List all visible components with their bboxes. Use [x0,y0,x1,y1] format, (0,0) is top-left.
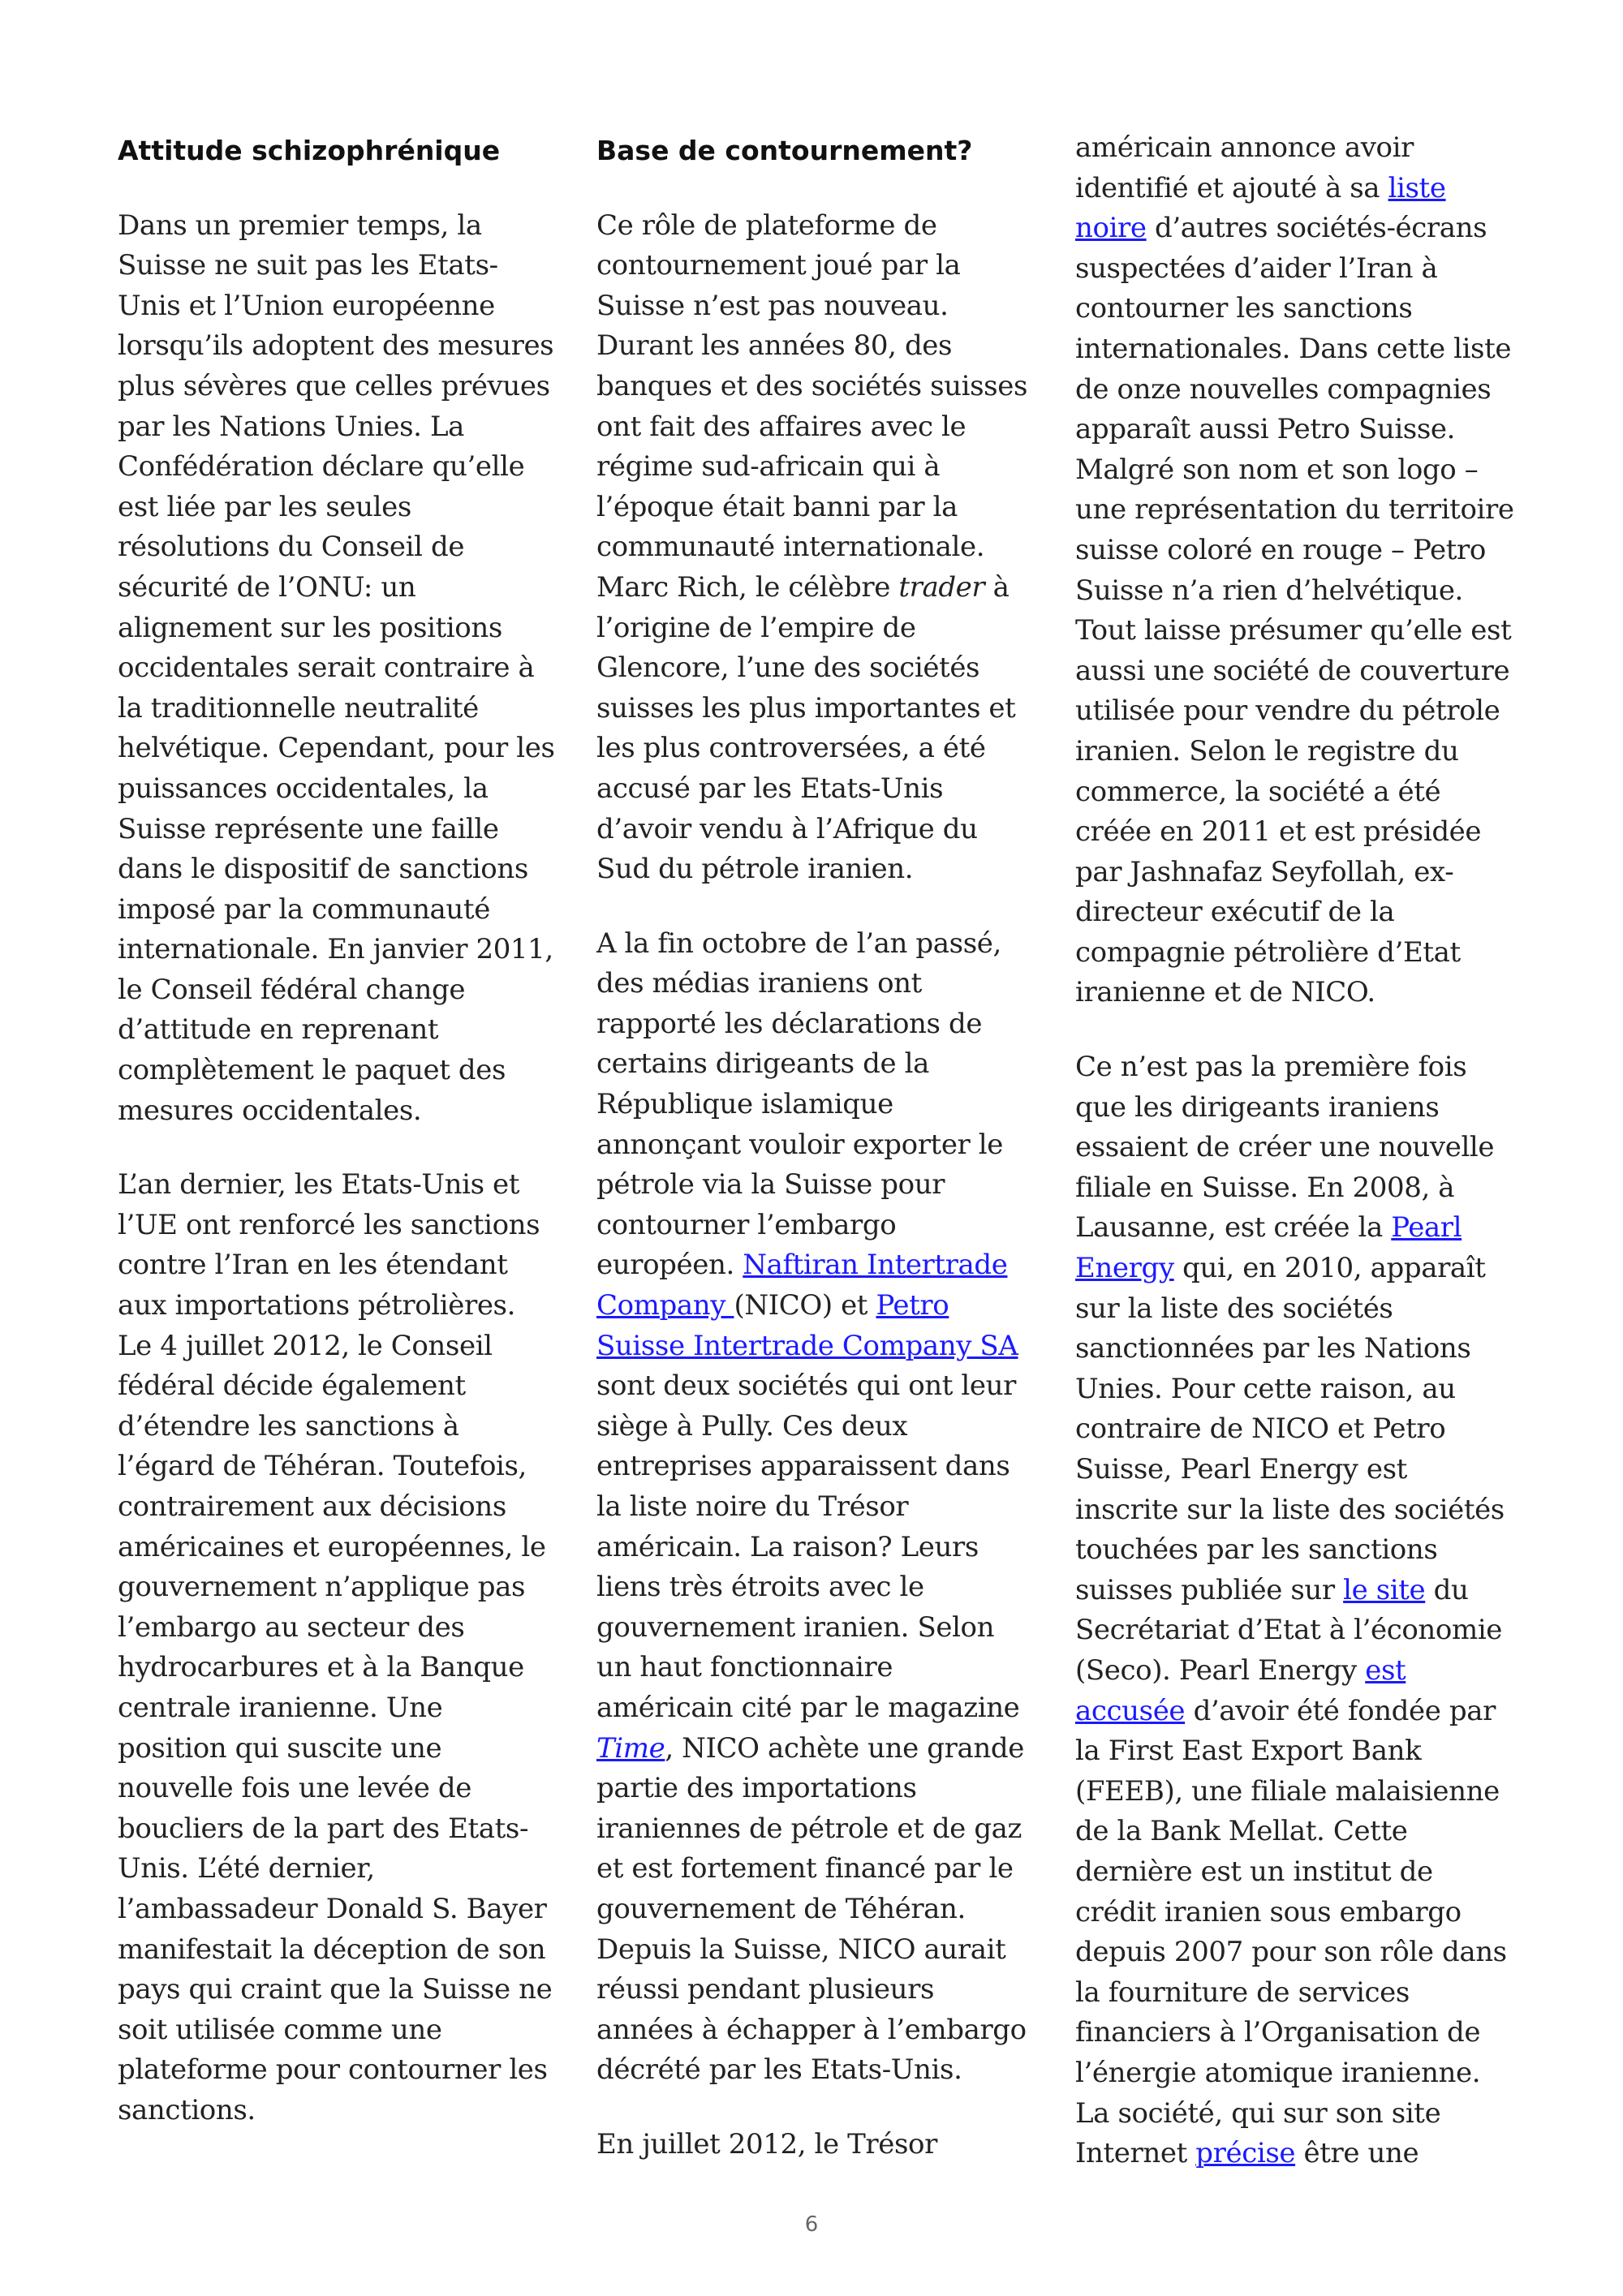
text-run: du Secrétariat d’Etat à l’économie (Seco). Pearl Energy [1075,1573,1503,1687]
text-run: être une [1295,2137,1419,2170]
link-time-magazine[interactable] [596,1732,665,1765]
text-run: A la fin octobre de l’an passé, des médias iraniens ont rapporté les déclarations de certains dirigeants de la République islamique annonçant vouloir exporter le pétrole via la Suisse pour contourner l’embargo européen. [596,927,1003,1282]
page-number: 6 [804,2212,819,2237]
link-pearl-energy[interactable]: Pearl Energy [1075,1211,1462,1285]
text-run: qui, en 2010, apparaît sur la liste des sociétés sanctionnées par les Nations Unies. Pour cette raison, au contraire de NICO et Petro Suisse, Pearl Energy est inscrite sur la liste des sociétés touchées par les sanctions suisses publiée sur [1075,1252,1505,1606]
text-run: Ce n’est pas la première fois que les dirigeants iraniens essaient de créer une nouvelle filiale en Suisse. En 2008, à Lausanne, est créée la [1075,1051,1495,1245]
column-2 [596,130,1035,2199]
link-precise[interactable]: précise [1195,2137,1296,2170]
paragraph [596,206,1035,890]
column-3 [1075,128,1518,2208]
text-run: , NICO achète une grande partie des importations iraniennes de pétrole et de gaz et est fortement financé par le gouvernement de Téhéran. Depuis la Suisse, NICO aurait réussi pendant plusieurs années à échapper à l’embargo décrété par les Etats-Unis. [596,1731,1027,2087]
text-run: Ce rôle de plateforme de contournement joué par la Suisse n’est pas nouveau. Durant les années 80, des banques et des sociétés suisses ont fait des affaires avec le régime sud-africain qui à l’époque était banni par la communauté internationale. Marc Rich, le célèbre [596,209,1027,604]
link-liste-noire[interactable]: liste noire [1075,171,1446,245]
italic-text: trader [898,570,985,604]
paragraph [1075,128,1518,1013]
paragraph: L’an dernier, les Etats-Unis et l’UE ont renforcé les sanctions contre l’Iran en les étendant aux importations pétrolières. Le 4 juillet 2012, le Conseil fédéral décide également d’étendre les sanctions à l’égard de Téhéran. Toutefois, contrairement aux décisions américaines et européennes, le gouvernement n’applique pas l’embargo au secteur des hydrocarbures et à la Banque centrale iranienne. Une position qui suscite une nouvelle fois une levée de boucliers de la part des Etats-Unis. L’été dernier, l’ambassadeur Donald S. Bayer manifestait la déception de son pays qui craint que la Suisse ne soit utilisée comme une plateforme pour contourner les sanctions. [118,1168,553,2126]
link-le-site[interactable]: le site [1343,1573,1426,1606]
text-run: sont deux sociétés qui ont leur siège à Pully. Ces deux entreprises apparaissent dans la liste noire du Trésor américain. La raison? Leurs liens très étroits avec le gouvernement iranien. Selon un haut fonctionnaire américain cité par le magazine [596,1369,1020,1724]
link-nico[interactable]: Naftiran Intertrade Company [596,1249,1008,1322]
paragraph: En juillet 2012, le Trésor [596,2127,937,2161]
paragraph: Dans un premier temps, la Suisse ne suit pas les Etats-Unis et l’Union européenne lorsqu’ils adoptent des mesures plus sévères que celles prévues par les Nations Unies. La Confédération déclare qu’elle est liée par les seules résolutions du Conseil de sécurité de l’ONU: un alignement sur les positions occidentales serait contraire à la traditionnelle neutralité helvétique. Cependant, pour les puissances occidentales, la Suisse représente une faille dans le dispositif de sanctions imposé par la communauté internationale. En janvier 2011, le Conseil fédéral change d’attitude en reprenant complètement le paquet des mesures occidentales. [118,209,555,1127]
paragraph [596,924,1035,2091]
text-run: d’avoir été fondée par la First East Export Bank (FEEB), une filiale malaisienne de la Bank Mellat. Cette dernière est un institut de crédit iranien sous embargo depuis 2007 pour son rôle dans la fourniture de services financiers à l’Organisation de l’énergie atomique iranienne. La société, qui sur son site Internet [1075,1694,1507,2170]
section-heading-attitude: Attitude schizophrénique [118,135,501,166]
section-heading-contournement: Base de contournement? [596,135,973,166]
italic-text: Time [596,1731,665,1765]
link-est-accusee[interactable]: est accusée [1075,1653,1406,1727]
link-petro-suisse[interactable]: Petro Suisse Intertrade Company SA [596,1289,1018,1362]
text-run: américain annonce avoir identifié et ajouté à sa [1075,131,1414,204]
paragraph [1075,1047,1518,2174]
text-run: d’autres sociétés-écrans suspectées d’aider l’Iran à contourner les sanctions internationales. Dans cette liste de onze nouvelles compagnies apparaît aussi Petro Suisse. Malgré son nom et son logo – une représentation du territoire suisse coloré en rouge – Petro Suisse n’a rien d’helvétique. Tout laisse présumer qu’elle est aussi une société de couverture utilisée pour vendre du pétrole iranien. Selon le registre du commerce, la société a été créée en 2011 et est présidée par Jashnafaz Seyfollah, ex-directeur exécutif de la compagnie pétrolière d’Etat iranienne et de NICO. [1075,212,1514,1009]
text-run: à l’origine de l’empire de Glencore, l’une des sociétés suisses les plus importantes et les plus controversées, a été accusé par les Etats-Unis d’avoir vendu à l’Afrique du Sud du pétrole iranien. [596,570,1016,886]
text-run: (NICO) et [734,1289,876,1322]
column-1 [118,130,556,2165]
